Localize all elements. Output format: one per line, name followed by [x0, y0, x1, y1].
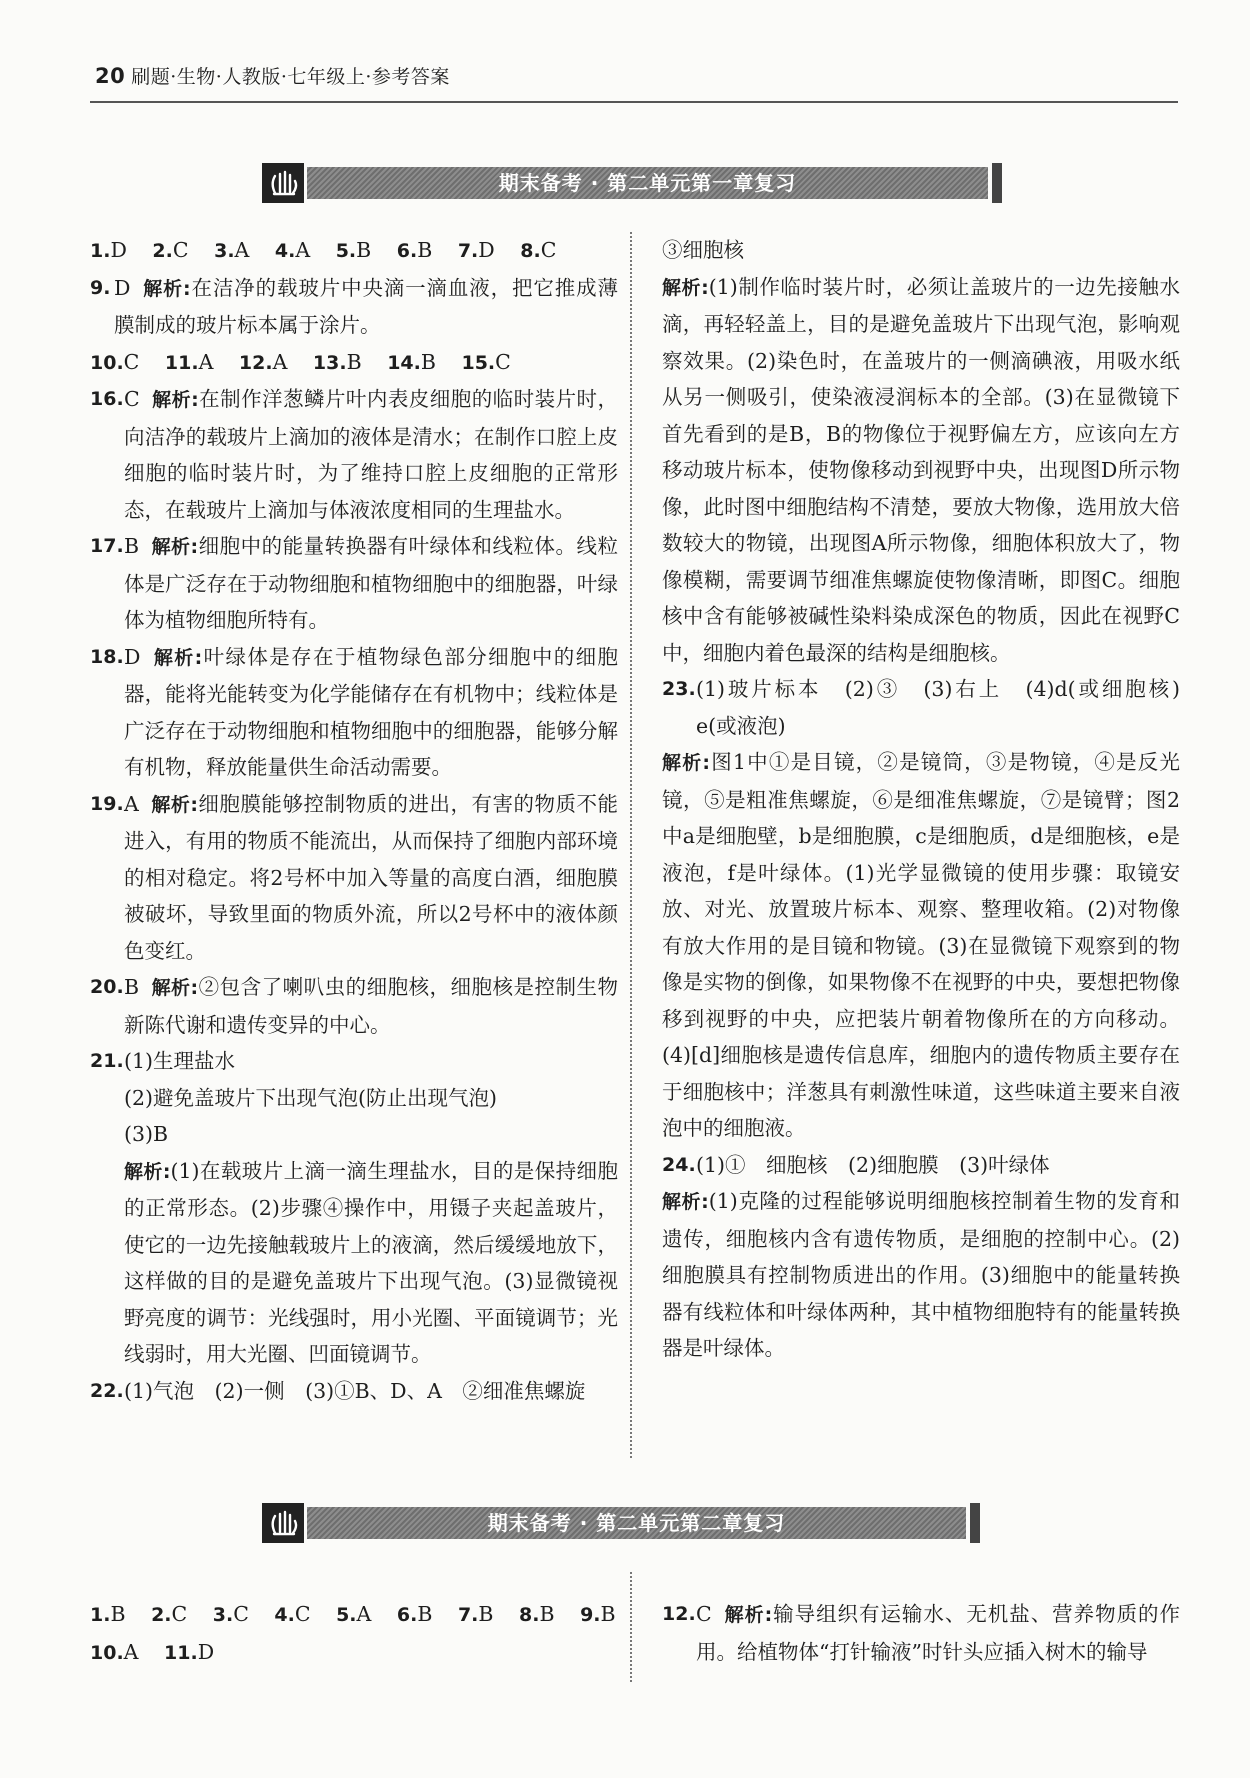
section-banner-2	[262, 1503, 980, 1543]
answer-item: 12. C 解析:输导组织有运输水、无机盐、营养物质的作用。给植物体“打针输液”时针头应插入树木的输导	[662, 1602, 1180, 1664]
hand-logo-icon	[262, 1503, 304, 1543]
quick-answers-row: 1.B 2.C 3.C 4.C 5.A 6.B 7.B 8.B 9.B	[90, 1602, 616, 1626]
answer-item-continued: ③细胞核 解析:(1)制作临时装片时，必须让盖玻片的一边先接触水滴，再轻轻盖上，目的是避免盖玻片下出现气泡，影响观察效果。(2)染色时，在盖玻片的一侧滴碘液，用吸水纸从另一侧吸引，使染液浸润标本的全部。(3)在显微镜下首先看到的是B，B的物像位于视野偏左方，应该向左方移动玻片标本，使物像移动到视野中央，出现图D所示物像，此时图中细胞结构不清楚，要放大物像，选用放大倍数较大的物镜，出现图A所示物像，细胞体积放大了，物像模糊，需要调节细准焦螺旋使物像清晰，即图C。细胞核中含有能够被碱性染料染成深色的物质，因此在视野C中，细胞内着色最深的结构是细胞核。	[662, 238, 1180, 665]
right-column	[662, 232, 1201, 1367]
quick-answers-row: 10.C 11.A 12.A 13.B 14.B 15.C	[90, 349, 511, 374]
header-rule	[90, 101, 1178, 103]
answer-item: 16. C 解析:在制作洋葱鳞片叶内表皮细胞的临时装片时，向洁净的载玻片上滴加的液体是清水；在制作口腔上皮细胞的临时装片时，为了维持口腔上皮细胞的正常形态，在载玻片上滴加与体液浓度相同的生理盐水。	[90, 387, 618, 522]
column-divider	[630, 1572, 632, 1682]
answer-item: 19. A 解析:细胞膜能够控制物质的进出，有害的物质不能进入，有用的物质不能流出，从而保持了细胞内部环境的相对稳定。将2号杯中加入等量的高度白酒，细胞膜被破坏，导致里面的物质外流，所以2号杯中的液体颜色变红。	[90, 791, 618, 963]
section-banner-1	[262, 163, 1002, 203]
left-column	[90, 232, 618, 1409]
header-title: 刷题·生物·人教版·七年级上·参考答案	[131, 66, 450, 88]
page-header	[95, 62, 450, 89]
answer-item: 23. (1)玻片标本 (2)③ (3)右上 (4)d(或细胞核) e(或液泡) 解析:图1中①是目镜，②是镜筒，③是物镜，④是反光镜，⑤是粗准焦螺旋，⑥是细准焦螺旋，⑦是镜臂；图2中a是细胞壁，b是细胞膜，c是细胞质，d是细胞核，e是液泡，f是叶绿体。(1)光学显微镜的使用步骤：取镜安放、对光、放置玻片标本、观察、整理收箱。(2)对物像有放大作用的是目镜和物镜。(3)在显微镜下观察到的物像是实物的倒像，如果物像不在视野的中央，要想把物像移到视野的中央，应把装片朝着物像所在的方向移动。(4)[d]细胞核是遗传信息库，细胞内的遗传物质主要存在于细胞核中；洋葱具有刺激性味道，这些味道主要来自液泡中的细胞液。	[662, 677, 1201, 1140]
banner-end	[992, 163, 1002, 203]
page-number: 20	[95, 64, 126, 88]
answer-item: 20. B 解析:②包含了喇叭虫的细胞核，细胞核是控制生物新陈代谢和遗传变异的中心。	[90, 975, 618, 1037]
answer-item: 17. B 解析:细胞中的能量转换器有叶绿体和线粒体。线粒体是广泛存在于动物细胞和植物细胞中的细胞器，叶绿体为植物细胞所特有。	[90, 534, 618, 632]
banner-end	[970, 1503, 980, 1543]
hand-logo-icon	[262, 163, 304, 203]
section-title: 期末备考 · 第二单元第一章复习	[498, 171, 797, 195]
left-column-2	[90, 1596, 618, 1671]
answer-item: 22. (1)气泡 (2)一侧 (3)①B、D、A ②细准焦螺旋	[90, 1378, 586, 1403]
quick-answers-row: 1.D 2.C 3.A 4.A 5.B 6.B 7.D 8.C	[90, 238, 557, 262]
answer-item: 24. (1)① 细胞核 (2)细胞膜 (3)叶绿体 解析:(1)克隆的过程能够说明细胞核控制着生物的发育和遗传，细胞核内含有遗传物质，是细胞的控制中心。(2)细胞膜具有控制物质进出的作用。(3)细胞中的能量转换器有线粒体和叶绿体两种，其中植物细胞特有的能量转换器是叶绿体。	[662, 1152, 1180, 1360]
answer-item: 9. D 解析:在洁净的载玻片中央滴一滴血液，把它推成薄膜制成的玻片标本属于涂片。	[90, 275, 618, 337]
quick-answers-row: 10.A 11.D	[90, 1639, 215, 1664]
right-column-2	[662, 1596, 1180, 1670]
answer-item: 18. D 解析:叶绿体是存在于植物绿色部分细胞中的细胞器，能将光能转变为化学能储存在有机物中；线粒体是广泛存在于动物细胞和植物细胞中的细胞器，能够分解有机物，释放能量供生命活动需要。	[90, 644, 619, 779]
column-divider	[630, 232, 632, 1458]
section-title: 期末备考 · 第二单元第二章复习	[487, 1511, 786, 1535]
answer-item: 21. (1)生理盐水 (2)避免盖玻片下出现气泡(防止出现气泡) (3)B 解析:(1)在载玻片上滴一滴生理盐水，目的是保持细胞的正常形态。(2)步骤④操作中，用镊子夹起盖玻片，使它的一边先接触载玻片上的液滴，然后缓缓地放下，这样做的目的是避免盖玻片下出现气泡。(3)显微镜视野亮度的调节：光线强时，用小光圈、平面镜调节；光线弱时，用大光圈、凹面镜调节。	[90, 1049, 618, 1366]
